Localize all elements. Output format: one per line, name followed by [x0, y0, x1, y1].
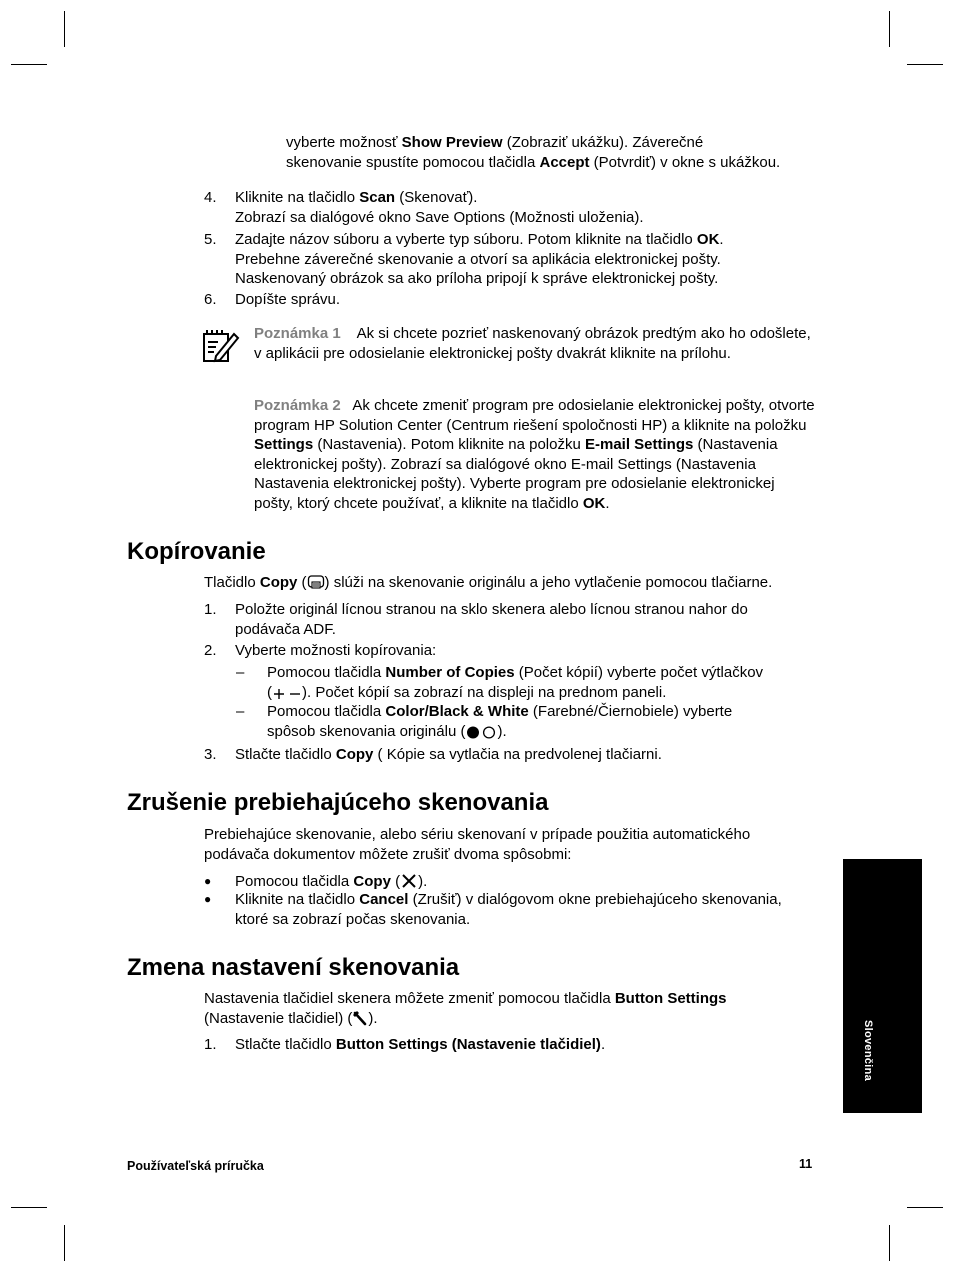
step-text: Zadajte názov súboru a vyberte typ súboru. Potom kliknite na tlačidlo OK. Prebehne záverečné skenovanie a otvorí sa aplikácia elektronickej pošty. Naskenovaný obrázok sa ako príloha pripojí k správe elektronickej pošty.	[235, 230, 816, 289]
crop-mark	[889, 1225, 890, 1261]
note-text: Ak si chcete pozrieť naskenovaný obrázok predtým ako ho odošlete, v aplikácii pre odosielanie elektronickej pošty dvakrát kliknite na prílohu.	[254, 325, 811, 362]
step-text: Vyberte možnosti kopírovania:	[235, 642, 437, 659]
crop-mark	[64, 1225, 65, 1261]
note-icon	[202, 326, 240, 364]
crop-mark	[907, 1207, 943, 1208]
section-heading-settings: Zmena nastavení skenovania	[127, 954, 460, 981]
bullet-marker: ●	[204, 874, 212, 888]
language-tab	[843, 859, 922, 1113]
step-text: Kliknite na tlačidlo Scan (Skenovať). Zobrazí sa dialógové okno Save Options (Možnosti uloženia).	[235, 188, 816, 227]
page-number: 11	[799, 1157, 813, 1171]
note-label: Poznámka 1	[254, 325, 341, 342]
step-number: 6.	[204, 291, 217, 308]
color-mode-icon	[465, 725, 497, 745]
step-number: 1.	[204, 1036, 217, 1053]
note-1	[254, 324, 816, 363]
settings-intro: Nastavenia tlačidiel skenera môžete zmeniť pomocou tlačidla Button Settings (Nastavenie tlačidiel) ( ).	[204, 989, 816, 1031]
step-text-line: Zobrazí sa dialógové okno Save Options (Možnosti uloženia).	[235, 208, 644, 226]
step-text-line: Prebehne záverečné skenovanie a otvorí sa aplikácia elektronickej pošty.	[235, 250, 721, 268]
dash-marker: –	[236, 703, 245, 720]
option-text: Pomocou tlačidla Color/Black & White (Farebné/Čiernobiele) vyberte spôsob skenovania originálu ( ).	[267, 702, 816, 744]
intro-line-1: vyberte možnosť Show Preview (Zobraziť ukážku). Záverečné	[286, 134, 704, 151]
step-text: Stlačte tlačidlo Copy ( Kópie sa vytlačia na predvolenej tlačiarni.	[235, 746, 662, 763]
bullet-marker: ●	[204, 892, 212, 906]
bullet-text: Kliknite na tlačidlo Cancel (Zrušiť) v dialógovom okne prebiehajúceho skenovania, ktoré sa zobrazí počas skenovania.	[235, 891, 782, 928]
crop-mark	[11, 64, 47, 65]
step-text: Dopíšte správu.	[235, 291, 341, 308]
step-number: 3.	[204, 746, 217, 763]
step-number: 1.	[204, 601, 217, 618]
copy-step-1	[204, 600, 816, 639]
copy-step-3	[204, 745, 816, 765]
footer-title: Používateľská príručka	[127, 1159, 264, 1173]
crop-mark	[64, 11, 65, 47]
note-label: Poznámka 2	[254, 397, 341, 414]
step-text: Položte originál lícnou stranou na sklo skenera alebo lícnou stranou nahor do podávača ADF.	[235, 601, 748, 638]
intro-continuation	[286, 133, 826, 172]
cancel-intro: Prebiehajúce skenovanie, alebo sériu skenovaní v prípade použitia automatického podávača dokumentov môžete zrušiť dvoma spôsobmi:	[204, 826, 751, 863]
intro-line-2: skenovanie spustíte pomocou tlačidla Accept (Potvrdiť) v okne s ukážkou.	[286, 153, 781, 171]
step-text-line: Naskenovaný obrázok sa ako príloha pripojí k správe elektronickej pošty.	[235, 270, 719, 287]
note-2: Poznámka 2 Ak chcete zmeniť program pre odosielanie elektronickej pošty, otvorte program HP Solution Center (Centrum riešení spoločnosti HP) a kliknite na položku Settings (Nastavenia). Potom kliknite na položku E-mail Settings (Nastavenia elektronickej pošty). Zobrazí sa dialógové okno E-mail Settings (Nastavenia Nastavenia elektronickej pošty). Vyberte program pre odosielanie elektronickej pošty, ktorý chcete používať, a kliknite na tlačidlo OK.	[254, 397, 815, 512]
section-heading-copy: Kopírovanie	[127, 538, 266, 565]
step-6	[204, 290, 816, 310]
settings-step-1	[204, 1035, 816, 1055]
step-number: 5.	[204, 231, 217, 248]
step-number: 2.	[204, 642, 217, 659]
step-4	[204, 188, 816, 227]
copy-step-2	[204, 641, 816, 661]
step-text: Stlačte tlačidlo Button Settings (Nastavenie tlačidiel).	[235, 1036, 606, 1053]
bullet-text: Pomocou tlačidla Copy ( ).	[235, 872, 816, 895]
crop-mark	[889, 11, 890, 47]
language-tab-label: Slovenčina	[862, 1020, 874, 1082]
dash-marker: –	[236, 664, 245, 681]
crop-mark	[11, 1207, 47, 1208]
crop-mark	[907, 64, 943, 65]
copy-option-number	[236, 663, 816, 705]
section-heading-cancel: Zrušenie prebiehajúceho skenovania	[127, 789, 549, 816]
option-text: Pomocou tlačidla Number of Copies (Počet kópií) vyberte počet výtlačkov ( ). Počet kópií sa zobrazí na displeji na prednom paneli.	[267, 663, 816, 705]
copy-option-color	[236, 702, 816, 744]
wrench-icon	[352, 1011, 368, 1032]
step-5	[204, 230, 816, 289]
copy-icon	[307, 574, 325, 596]
step-number: 4.	[204, 189, 217, 206]
copy-intro: Tlačidlo Copy ( ) slúži na skenovanie originálu a jeho vytlačenie pomocou tlačiarne.	[204, 573, 816, 596]
cancel-bullet-2	[204, 890, 816, 929]
